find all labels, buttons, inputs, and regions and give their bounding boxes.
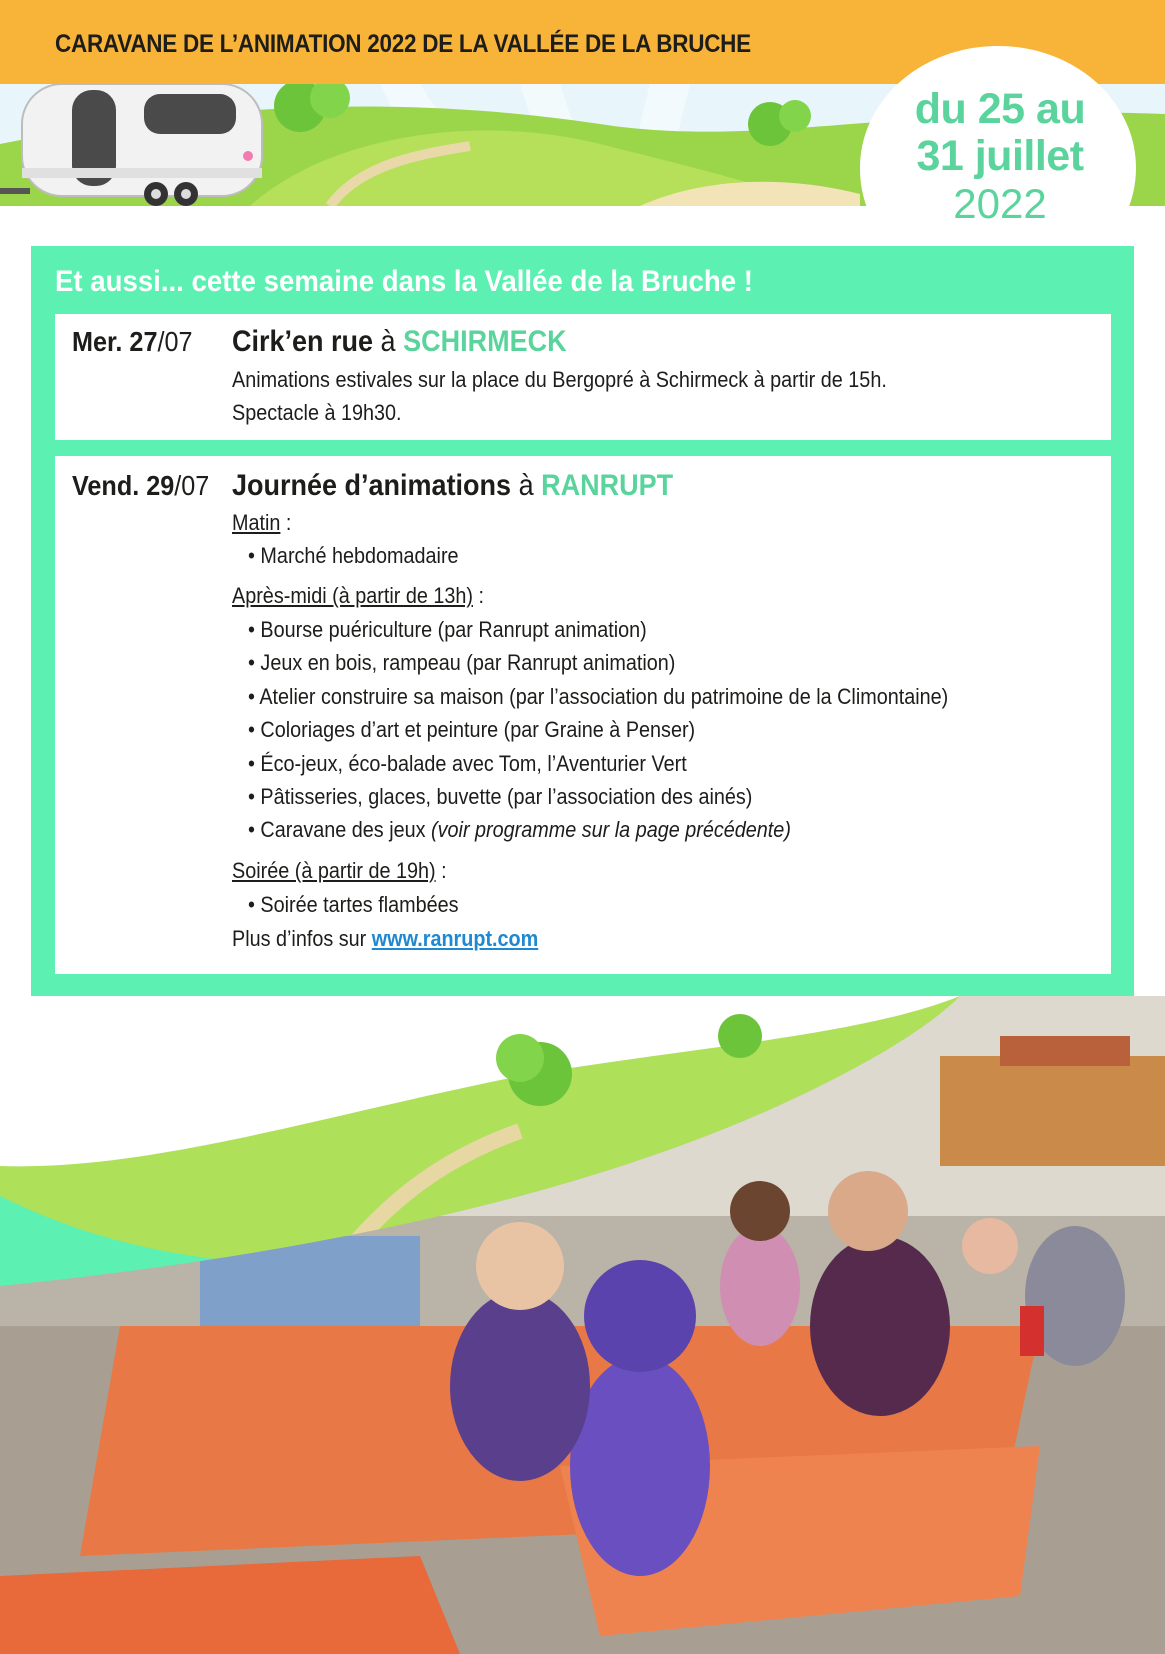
event-town: SCHIRMECK [403, 325, 567, 358]
event-month: /07 [157, 326, 193, 357]
more-info-line [232, 926, 538, 952]
event-description-line: Spectacle à 19h30. [232, 400, 402, 425]
list-item-note: (voir programme sur la page précédente) [431, 817, 791, 842]
bottom-photo-illustration [0, 996, 1165, 1654]
evening-section-label [232, 858, 447, 884]
list-item: • Soirée tartes flambées [248, 892, 459, 917]
more-info-prefix: Plus d’infos sur [232, 926, 372, 951]
list-item: • Bourse puériculture (par Ranrupt animation) [248, 617, 647, 642]
list-item-text: • Caravane des jeux [248, 817, 432, 842]
date-year: 2022 [953, 180, 1047, 227]
date-line-2: 31 juillet [916, 132, 1084, 180]
event-connector: à [373, 325, 404, 358]
morning-label: Matin [232, 510, 281, 535]
event-month: /07 [174, 470, 210, 501]
event-date [72, 470, 209, 502]
date-range [876, 86, 1124, 227]
label-suffix: : [280, 510, 292, 535]
list-item: • Pâtisseries, glaces, buvette (par l’association des ainés) [248, 784, 753, 809]
list-item [248, 817, 791, 843]
event-heading [232, 325, 567, 359]
event-name: Journée d’animations [232, 469, 512, 502]
caravan-icon [0, 84, 262, 206]
event-day: Mer. 27 [72, 326, 158, 357]
label-suffix: : [473, 583, 485, 608]
afternoon-section-label [232, 583, 484, 609]
event-name: Cirk’en rue [232, 325, 374, 358]
evening-label: Soirée (à partir de 19h) [232, 858, 436, 883]
event-heading [232, 469, 673, 503]
label-suffix: : [435, 858, 447, 883]
date-line-1: du 25 au [914, 85, 1086, 133]
list-item: • Coloriages d’art et peinture (par Graine à Penser) [248, 717, 696, 742]
event-date [72, 326, 193, 358]
ranrupt-website-link[interactable]: www.ranrupt.com [371, 926, 539, 951]
morning-section-label [232, 510, 291, 536]
event-day: Vend. 29 [72, 470, 175, 501]
event-town: RANRUPT [541, 469, 674, 502]
event-card-ranrupt [55, 456, 1111, 974]
panel-title: Et aussi... cette semaine dans la Vallée de la Bruche ! [55, 265, 753, 298]
list-item: • Éco-jeux, éco-balade avec Tom, l’Aventurier Vert [248, 751, 687, 776]
list-item: • Jeux en bois, rampeau (par Ranrupt animation) [248, 650, 676, 675]
page-title: CARAVANE DE L’ANIMATION 2022 DE LA VALLÉE DE LA BRUCHE [55, 30, 751, 58]
afternoon-label: Après-midi (à partir de 13h) [232, 583, 474, 608]
event-connector: à [511, 469, 542, 502]
list-item: • Marché hebdomadaire [248, 543, 459, 568]
event-description-line: Animations estivales sur la place du Bergopré à Schirmeck à partir de 15h. [232, 367, 887, 392]
list-item: • Atelier construire sa maison (par l’association du patrimoine de la Climontaine) [248, 684, 949, 709]
